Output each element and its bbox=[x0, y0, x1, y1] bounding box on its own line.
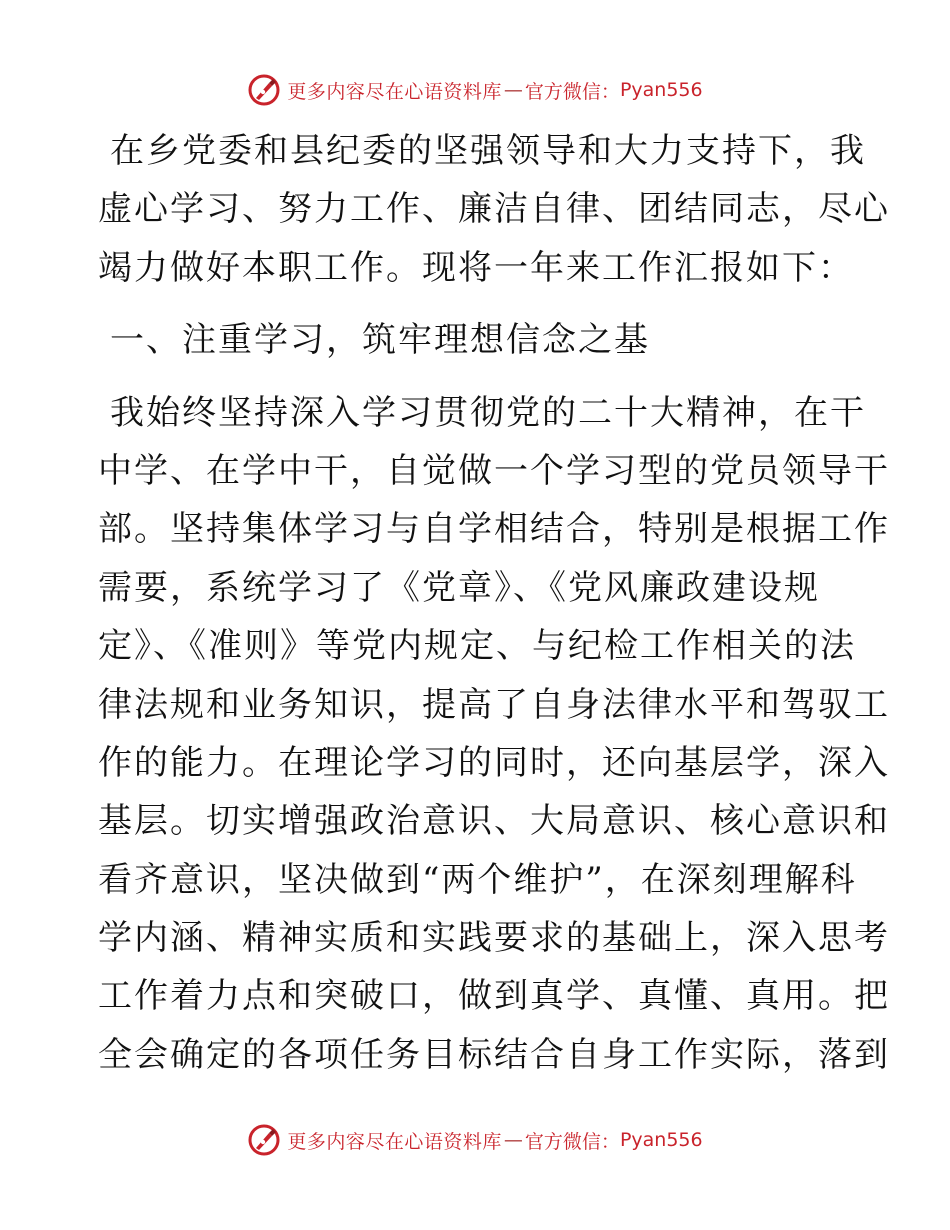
watermark-id: Pyan556 bbox=[619, 1129, 703, 1151]
text-line: 虚心学习、努力工作、廉洁自律、团结同志，尽心 bbox=[98, 189, 890, 230]
watermark-id: Pyan556 bbox=[619, 79, 703, 101]
paragraph-study bbox=[98, 384, 890, 1085]
watermark-side-text: 官方微信： bbox=[524, 1130, 620, 1153]
text-line: 律法规和业务知识，提高了自身法律水平和驾驭工 bbox=[98, 684, 890, 725]
heading-line: 一、注重学习，筑牢理想信念之基 bbox=[110, 320, 650, 361]
text-line: 需要，系统学习了《党章》、《党风廉政建设规 bbox=[98, 567, 820, 608]
text-line: 全会确定的各项任务目标结合自身工作实际，落到 bbox=[98, 1034, 890, 1075]
text-line: 在乡党委和县纪委的坚强领导和大力支持下，我 bbox=[110, 131, 866, 171]
text-line: 学内涵、精神实质和实践要求的基础上，深入思考 bbox=[98, 918, 890, 959]
watermark-main-text: 更多内容尽在心语资料库 bbox=[287, 1130, 502, 1153]
text-line: 作的能力。在理论学习的同时，还向基层学，深入 bbox=[98, 742, 890, 783]
text-line: 中学、在学中干，自觉做一个学习型的党员领导干 bbox=[98, 450, 890, 491]
watermark-side-text: 官方微信： bbox=[524, 80, 620, 103]
document-body bbox=[98, 122, 890, 1084]
text-line: 部。坚持集体学习与自学相结合，特别是根据工作 bbox=[98, 509, 890, 550]
text-line: 看齐意识，坚决做到“两个维护”，在深刻理解科 bbox=[98, 859, 857, 900]
section-heading bbox=[98, 311, 850, 369]
header-watermark bbox=[0, 70, 950, 110]
pen-logo-icon bbox=[247, 1123, 281, 1157]
watermark-main-text: 更多内容尽在心语资料库 bbox=[287, 80, 502, 103]
text-line: 定》、《准则》等党内规定、与纪检工作相关的法 bbox=[98, 626, 856, 667]
text-line: 竭力做好本职工作。现将一年来工作汇报如下： bbox=[98, 247, 854, 288]
text-line: 我始终坚持深入学习贯彻党的二十大精神，在干 bbox=[110, 392, 866, 433]
paragraph-intro bbox=[98, 122, 890, 297]
footer-watermark bbox=[0, 1120, 950, 1160]
watermark-dash: — bbox=[503, 79, 523, 101]
text-line: 工作着力点和突破口，做到真学、真懂、真用。把 bbox=[98, 976, 890, 1017]
text-line: 基层。切实增强政治意识、大局意识、核心意识和 bbox=[98, 801, 890, 842]
watermark-dash: — bbox=[503, 1129, 523, 1151]
pen-logo-icon bbox=[247, 73, 281, 107]
